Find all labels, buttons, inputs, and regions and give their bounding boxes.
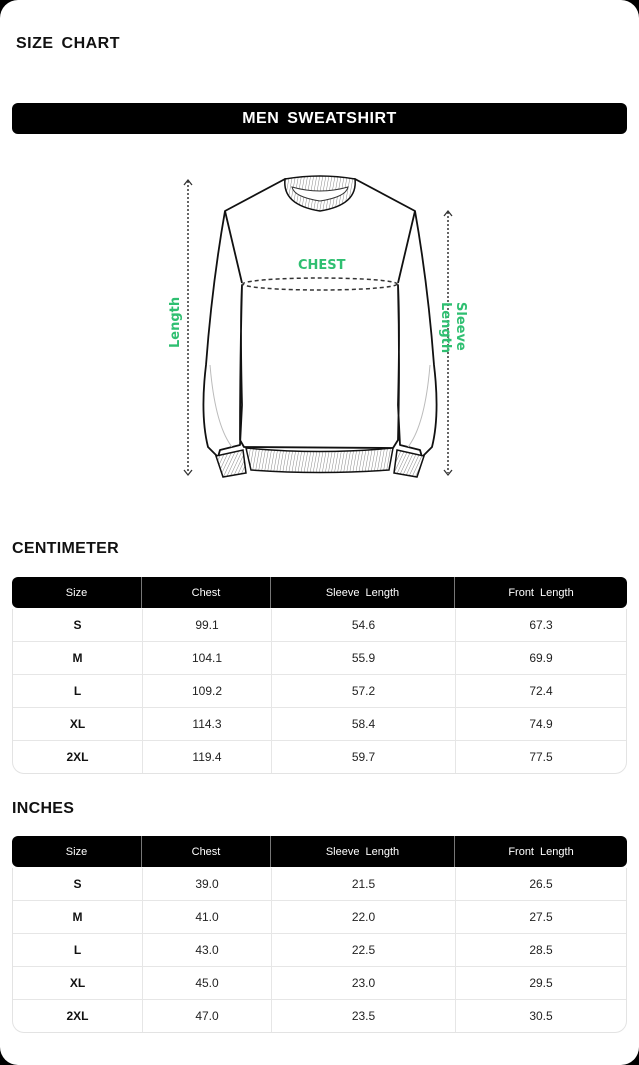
centimeter-heading: CENTIMETER	[12, 540, 119, 557]
front-length-cell: 28.5	[455, 934, 626, 966]
table-body	[12, 609, 627, 774]
front-length-cell: 72.4	[455, 675, 626, 707]
size-cell: M	[72, 651, 83, 665]
front-length-cell: 29.5	[455, 967, 626, 999]
centimeter-table	[12, 577, 627, 774]
sleeve-length-cell: 22.0	[271, 901, 455, 933]
inches-heading: INCHES	[12, 800, 75, 817]
sleeve-length-cell: 23.5	[271, 1000, 455, 1032]
front-length-cell: 27.5	[455, 901, 626, 933]
page-title: SIZE CHART	[16, 35, 120, 52]
sleeve-length-cell: 22.5	[271, 934, 455, 966]
size-cell: S	[73, 618, 82, 632]
chest-cell: 47.0	[142, 1000, 271, 1032]
chest-cell: 114.3	[142, 708, 271, 740]
column-header-sleeve-length: Sleeve Length	[270, 577, 454, 608]
column-header-front-length: Front Length	[454, 577, 627, 608]
product-banner: MEN SWEATSHIRT	[12, 103, 627, 134]
sleeve-length-label: Sleeve Length	[438, 302, 468, 354]
column-header-chest: Chest	[141, 577, 270, 608]
column-header-chest: Chest	[141, 836, 270, 867]
chest-cell: 41.0	[142, 901, 271, 933]
sleeve-length-cell: 21.5	[271, 868, 455, 900]
front-length-cell: 26.5	[455, 868, 626, 900]
sleeve-length-cell: 57.2	[271, 675, 455, 707]
front-length-cell: 67.3	[455, 609, 626, 641]
size-cell: L	[73, 943, 82, 957]
chest-cell: 104.1	[142, 642, 271, 674]
chest-cell: 45.0	[142, 967, 271, 999]
sleeve-length-cell: 23.0	[271, 967, 455, 999]
inches-table	[12, 836, 627, 1033]
table-header	[12, 577, 627, 608]
sleeve-length-cell: 58.4	[271, 708, 455, 740]
table-row	[13, 674, 626, 707]
table-row	[13, 707, 626, 740]
size-cell: 2XL	[66, 1009, 89, 1023]
chest-cell: 99.1	[142, 609, 271, 641]
front-length-cell: 74.9	[455, 708, 626, 740]
table-row	[13, 609, 626, 641]
table-row	[13, 900, 626, 933]
chest-label: CHEST	[298, 258, 346, 273]
sleeve-length-cell: 54.6	[271, 609, 455, 641]
size-cell: 2XL	[66, 750, 89, 764]
table-row	[13, 641, 626, 674]
table-row	[13, 933, 626, 966]
front-length-cell: 77.5	[455, 741, 626, 773]
sweatshirt-illustration-icon	[160, 165, 480, 495]
table-row	[13, 740, 626, 773]
front-length-cell: 69.9	[455, 642, 626, 674]
sleeve-length-cell: 55.9	[271, 642, 455, 674]
sweatshirt-diagram	[160, 165, 480, 495]
chest-cell: 109.2	[142, 675, 271, 707]
table-row	[13, 868, 626, 900]
size-cell: S	[73, 877, 82, 891]
sleeve-length-cell: 59.7	[271, 741, 455, 773]
chest-cell: 119.4	[142, 741, 271, 773]
size-cell: XL	[69, 976, 86, 990]
size-cell: XL	[69, 717, 86, 731]
table-row	[13, 966, 626, 999]
length-label: Length	[168, 296, 183, 348]
table-header	[12, 836, 627, 867]
front-length-cell: 30.5	[455, 1000, 626, 1032]
size-cell: M	[72, 910, 83, 924]
column-header-size: Size	[65, 845, 88, 858]
column-header-sleeve-length: Sleeve Length	[270, 836, 454, 867]
chest-cell: 39.0	[142, 868, 271, 900]
table-row	[13, 999, 626, 1032]
chest-cell: 43.0	[142, 934, 271, 966]
size-cell: L	[73, 684, 82, 698]
column-header-front-length: Front Length	[454, 836, 627, 867]
column-header-size: Size	[65, 586, 88, 599]
table-body	[12, 868, 627, 1033]
